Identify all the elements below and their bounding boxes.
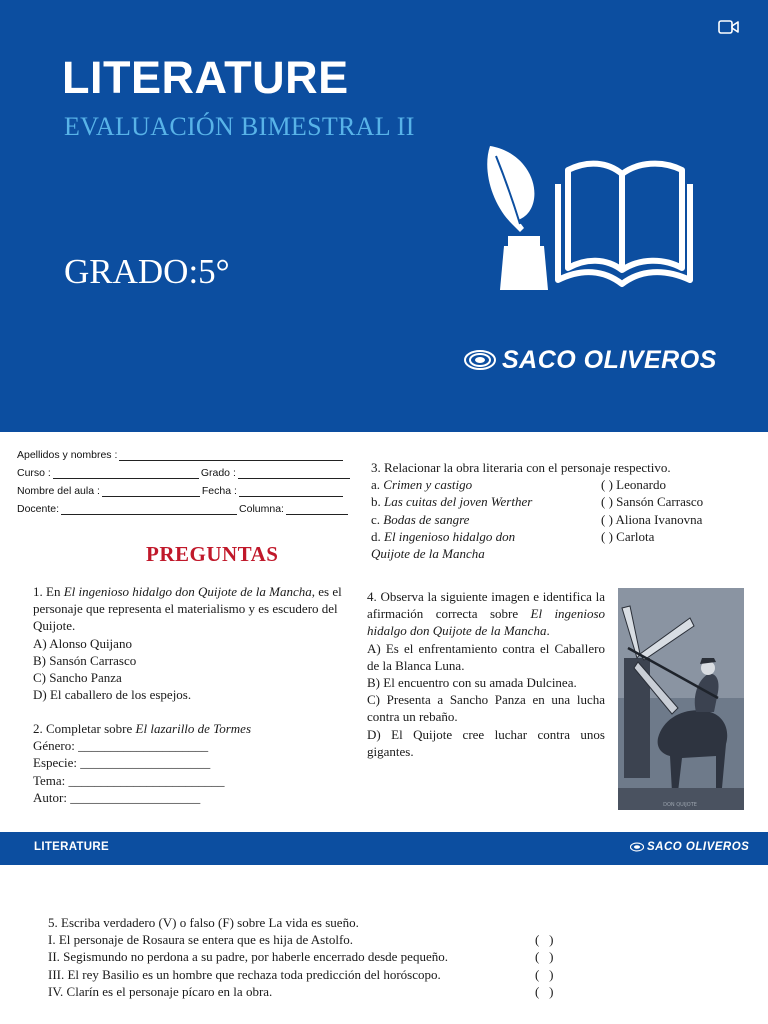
grado-field[interactable] — [238, 469, 350, 479]
aula-field[interactable] — [102, 487, 200, 497]
quill-inkwell-open-book-icon — [478, 140, 694, 300]
match-work — [371, 511, 601, 528]
q2-prefix: 2. Completar sobre — [33, 721, 136, 736]
video-camera-icon[interactable] — [718, 18, 740, 36]
student-info-form — [17, 443, 352, 515]
match-work — [371, 528, 601, 545]
true-false-item — [48, 966, 628, 983]
tf-answer-box[interactable]: ( ) — [535, 949, 554, 965]
grado-label: Grado : — [200, 467, 236, 479]
columna-label: Columna: — [239, 503, 284, 515]
q1-option[interactable]: B) Sansón Carrasco — [33, 652, 137, 668]
fecha-label: Fecha : — [201, 485, 237, 497]
true-false-item — [48, 948, 628, 965]
columna-field[interactable] — [286, 505, 348, 515]
footer-band-title: LITERATURE — [34, 841, 109, 853]
curso-label: Curso : — [17, 467, 51, 479]
question-1 — [33, 583, 345, 703]
question-3 — [371, 459, 743, 562]
match-character[interactable]: ( ) Carlota — [601, 528, 655, 544]
tf-statement: II. Segismundo no perdona a su padre, por haberle encerrado desde pequeño. — [48, 949, 448, 965]
match-row — [371, 493, 743, 510]
footer-band — [0, 832, 768, 865]
match-letter: a. — [371, 477, 384, 493]
brand-name: SACO OLIVEROS — [502, 345, 717, 374]
match-character[interactable]: ( ) Leonardo — [601, 477, 666, 493]
docente-field[interactable] — [61, 505, 237, 515]
form-row-teacher — [17, 497, 352, 515]
aula-label: Nombre del aula : — [17, 485, 100, 497]
cover-grade: GRADO:5° — [64, 252, 230, 291]
match-work-title: Las cuitas del joven Werther — [384, 494, 533, 510]
question-5 — [48, 914, 628, 1000]
cover-header — [0, 0, 768, 432]
tf-statement: I. El personaje de Rosaura se entera que es hija de Astolfo. — [48, 932, 354, 948]
match-work — [371, 476, 601, 493]
brand-logo — [464, 344, 717, 376]
match-letter: b. — [371, 494, 384, 510]
nombres-field[interactable] — [119, 451, 343, 461]
match-work-continuation: Quijote de la Mancha — [371, 546, 485, 562]
q2-work-title: El lazarillo de Tormes — [135, 721, 251, 736]
tf-statement: III. El rey Basilio es un hombre que rechaza toda predicción del horóscopo. — [48, 966, 441, 982]
cover-title: LITERATURE — [62, 52, 349, 103]
footer-brand-name: SACO OLIVEROS — [647, 841, 750, 853]
q4-option[interactable]: B) El encuentro con su amada Dulcinea. — [367, 675, 577, 691]
match-letter: d. — [371, 528, 384, 544]
svg-text:DON QUIJOTE: DON QUIJOTE — [663, 802, 697, 808]
true-false-item — [48, 983, 628, 1000]
question-1-prompt — [33, 583, 345, 635]
match-work-title: El ingenioso hidalgo don — [384, 528, 516, 544]
tf-statement: IV. Clarín es el personaje pícaro en la obra. — [48, 983, 273, 999]
curso-field[interactable] — [53, 469, 199, 479]
q1-rest: , es el personaje que representa el materialismo y es escudero del Quijote. — [33, 584, 342, 634]
q2-genero-field[interactable]: Género: ____________________ — [33, 738, 209, 754]
match-character[interactable]: ( ) Aliona Ivanovna — [601, 511, 703, 527]
question-4-prompt — [367, 588, 605, 640]
fecha-field[interactable] — [239, 487, 343, 497]
q1-option[interactable]: D) El caballero de los espejos. — [33, 687, 192, 703]
question-2 — [33, 720, 345, 806]
match-character[interactable]: ( ) Sansón Carrasco — [601, 494, 704, 510]
docente-label: Docente: — [17, 503, 60, 515]
q4-option[interactable]: D) El Quijote cree luchar contra unos gigantes. — [367, 726, 605, 759]
match-row — [371, 476, 743, 493]
q4-work-title: El ingenioso hidalgo don Quijote de la Mancha — [367, 606, 605, 639]
question-2-prompt — [33, 720, 345, 737]
q1-option[interactable]: A) Alonso Quijano — [33, 635, 132, 651]
form-row-names — [17, 443, 352, 461]
q2-autor-field[interactable]: Autor: ____________________ — [33, 789, 201, 805]
tf-answer-box[interactable]: ( ) — [535, 966, 554, 982]
q2-tema-field[interactable]: Tema: ________________________ — [33, 772, 225, 788]
cover-subtitle: EVALUACIÓN BIMESTRAL II — [64, 112, 415, 141]
question-5-prompt: 5. Escriba verdadero (V) o falso (F) sobre La vida es sueño. — [48, 915, 359, 930]
match-work — [371, 493, 601, 510]
nombres-label: Apellidos y nombres : — [17, 449, 118, 461]
footer-brand — [630, 841, 749, 853]
match-work-title: Bodas de sangre — [383, 511, 470, 527]
match-letter: c. — [371, 511, 384, 527]
q1-prefix: 1. En — [33, 584, 64, 599]
form-row-classroom — [17, 479, 352, 497]
saco-oliveros-swirl-icon — [464, 349, 496, 371]
match-row — [371, 528, 743, 545]
q4-option[interactable]: C) Presenta a Sancho Panza en una lucha contra un rebaño. — [367, 692, 605, 725]
preguntas-heading: PREGUNTAS — [146, 542, 279, 566]
q4-option[interactable]: A) Es el enfrentamiento contra el Caballero de la Blanca Luna. — [367, 640, 605, 673]
q4-prompt-a: 4. Observa la siguiente imagen e identifica la afirmación correcta sobre — [367, 589, 605, 622]
q1-option[interactable]: C) Sancho Panza — [33, 670, 122, 686]
q2-especie-field[interactable]: Especie: ____________________ — [33, 755, 211, 771]
form-row-course — [17, 461, 352, 479]
match-row — [371, 511, 743, 528]
match-work-title: Crimen y castigo — [383, 477, 473, 493]
question-4 — [367, 588, 605, 760]
tf-answer-box[interactable]: ( ) — [535, 983, 554, 999]
tf-answer-box[interactable]: ( ) — [535, 932, 554, 948]
q4-prompt-b: . — [546, 623, 550, 639]
saco-oliveros-swirl-icon — [630, 842, 644, 852]
q1-work-title: El ingenioso hidalgo don Quijote de la Mancha — [63, 584, 312, 599]
question-3-prompt: 3. Relacionar la obra literaria con el personaje respectivo. — [371, 460, 671, 475]
true-false-item — [48, 931, 628, 948]
don-quixote-windmill-image — [618, 588, 744, 810]
